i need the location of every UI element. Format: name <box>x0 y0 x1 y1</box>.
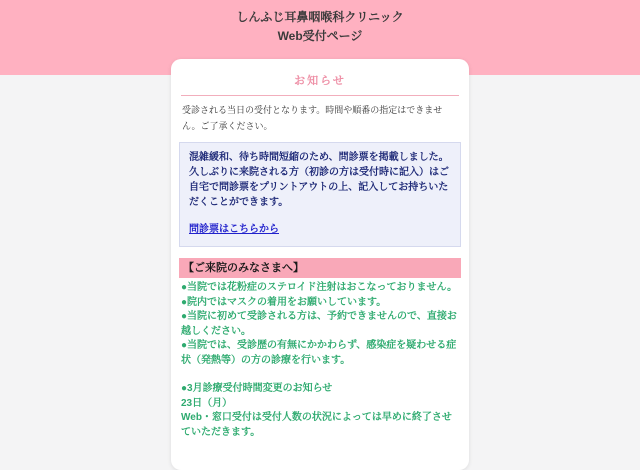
list-item: ●院内ではマスクの着用をお願いしています。 <box>181 296 387 308</box>
list-item: ●当院に初めて受診される方は、予約できませんので、直接お越しください。 <box>181 311 457 337</box>
questionnaire-link[interactable]: 問診票はこちらから <box>189 224 279 235</box>
notice-card <box>171 59 469 470</box>
questionnaire-info-text: 混雑緩和、待ち時間短縮のため、問診票を掲載しました。久しぶりに来院される方（初診の方は受付時に記入）はご自宅で問診票をプリントアウトの上、記入してお持ちいただくことができます。 <box>189 152 449 208</box>
questionnaire-info-box <box>179 142 461 247</box>
notice-divider <box>181 95 459 96</box>
march-notice-detail: Web・窓口受付は受付人数の状況によっては早めに終了させていただきます。 <box>181 412 452 438</box>
march-notice-block <box>181 382 459 440</box>
clinic-name: しんふじ耳鼻咽喉科クリニック <box>236 10 404 24</box>
intro-text: 受診される当日の受付となります。時間や順番の指定はできません。ご了承ください。 <box>182 105 443 131</box>
visitors-section-heading: 【ご来院のみなさまへ】 <box>179 258 461 278</box>
list-item: ●当院では、受診歴の有無にかかわらず、感染症を疑わせる症状（発熱等）の方の診療を行います。 <box>181 340 457 366</box>
list-item: ●当院では花粉症のステロイド注射はおこなっておりません。 <box>181 282 458 293</box>
visitors-notice-list <box>179 281 461 440</box>
page-title: Web受付ページ <box>277 29 363 43</box>
notice-section-title: お知らせ <box>294 75 346 87</box>
march-notice-heading: ●3月診療受付時間変更のお知らせ <box>181 383 333 394</box>
march-notice-date: 23日（月） <box>181 397 233 409</box>
